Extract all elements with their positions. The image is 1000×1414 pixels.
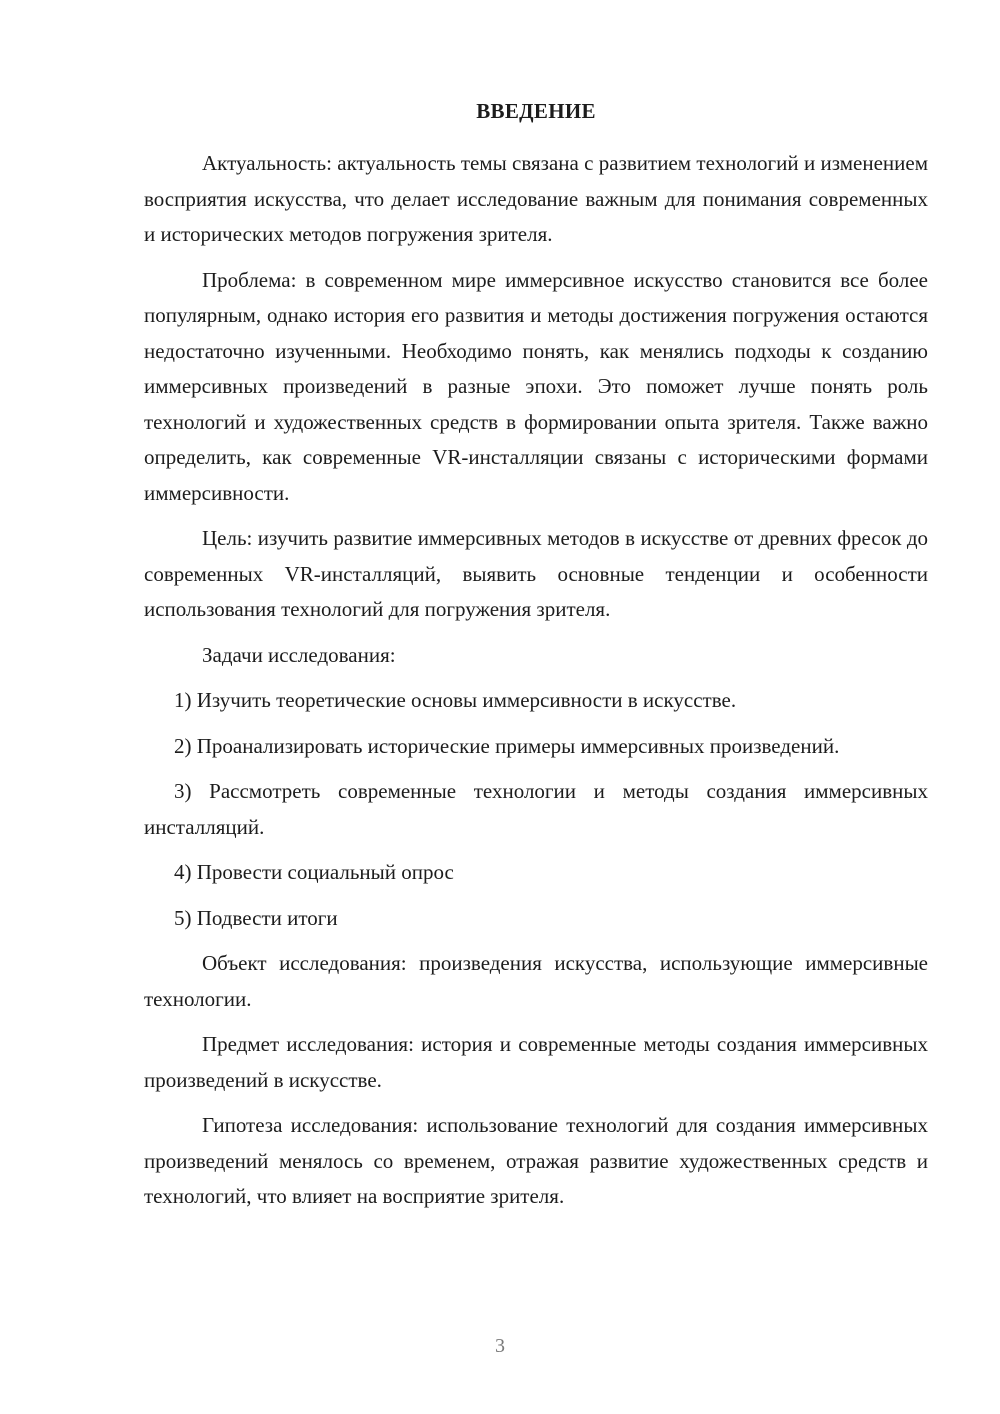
paragraph-object: Объект исследования: произведения искусства, использующие иммерсивные технологии. [144,951,928,1011]
document-body [144,94,928,1215]
page-number: 3 [495,1335,505,1357]
task-item-1: 1) Изучить теоретические основы иммерсивности в искусстве. [174,688,737,712]
paragraph-hypothesis: Гипотеза исследования: использование технологий для создания иммерсивных произведений менялось со временем, отражая развитие художественных средств и технологий, что влияет на восприятие зрителя. [144,1113,928,1208]
task-item-3: 3) Рассмотреть современные технологии и методы создания иммерсивных инсталляций. [144,779,928,839]
paragraph-goal: Цель: изучить развитие иммерсивных методов в искусстве от древних фресок до современных VR-инсталляций, выявить основные тенденции и особенности использования технологий для погружения зрителя. [144,526,928,621]
task-item-4: 4) Провести социальный опрос [174,860,454,884]
paragraph-problem: Проблема: в современном мире иммерсивное искусство становится все более популярным, однако история его развития и методы достижения погружения остаются недостаточно изученными. Необходимо понять, как менялись подходы к созданию иммерсивных произведений в разные эпохи. Это поможет лучше понять роль технологий и художественных средств в формировании опыта зрителя. Также важно определить, как современные VR-инсталляции связаны с историческими формами иммерсивности. [144,267,928,505]
section-title: ВВЕДЕНИЕ [476,99,596,123]
task-item-5: 5) Подвести итоги [174,905,338,930]
paragraph-tasks-heading: Задачи исследования: [202,642,396,667]
paragraph-relevance: Актуальность: актуальность темы связана с развитием технологий и изменением восприятия искусства, что делает исследование важным для понимания современных и исторических методов погружения зрителя. [144,151,928,246]
paragraph-subject: Предмет исследования: история и современные методы создания иммерсивных произведений в искусстве. [144,1032,928,1092]
task-item-2: 2) Проанализировать исторические примеры иммерсивных произведений. [174,733,840,758]
